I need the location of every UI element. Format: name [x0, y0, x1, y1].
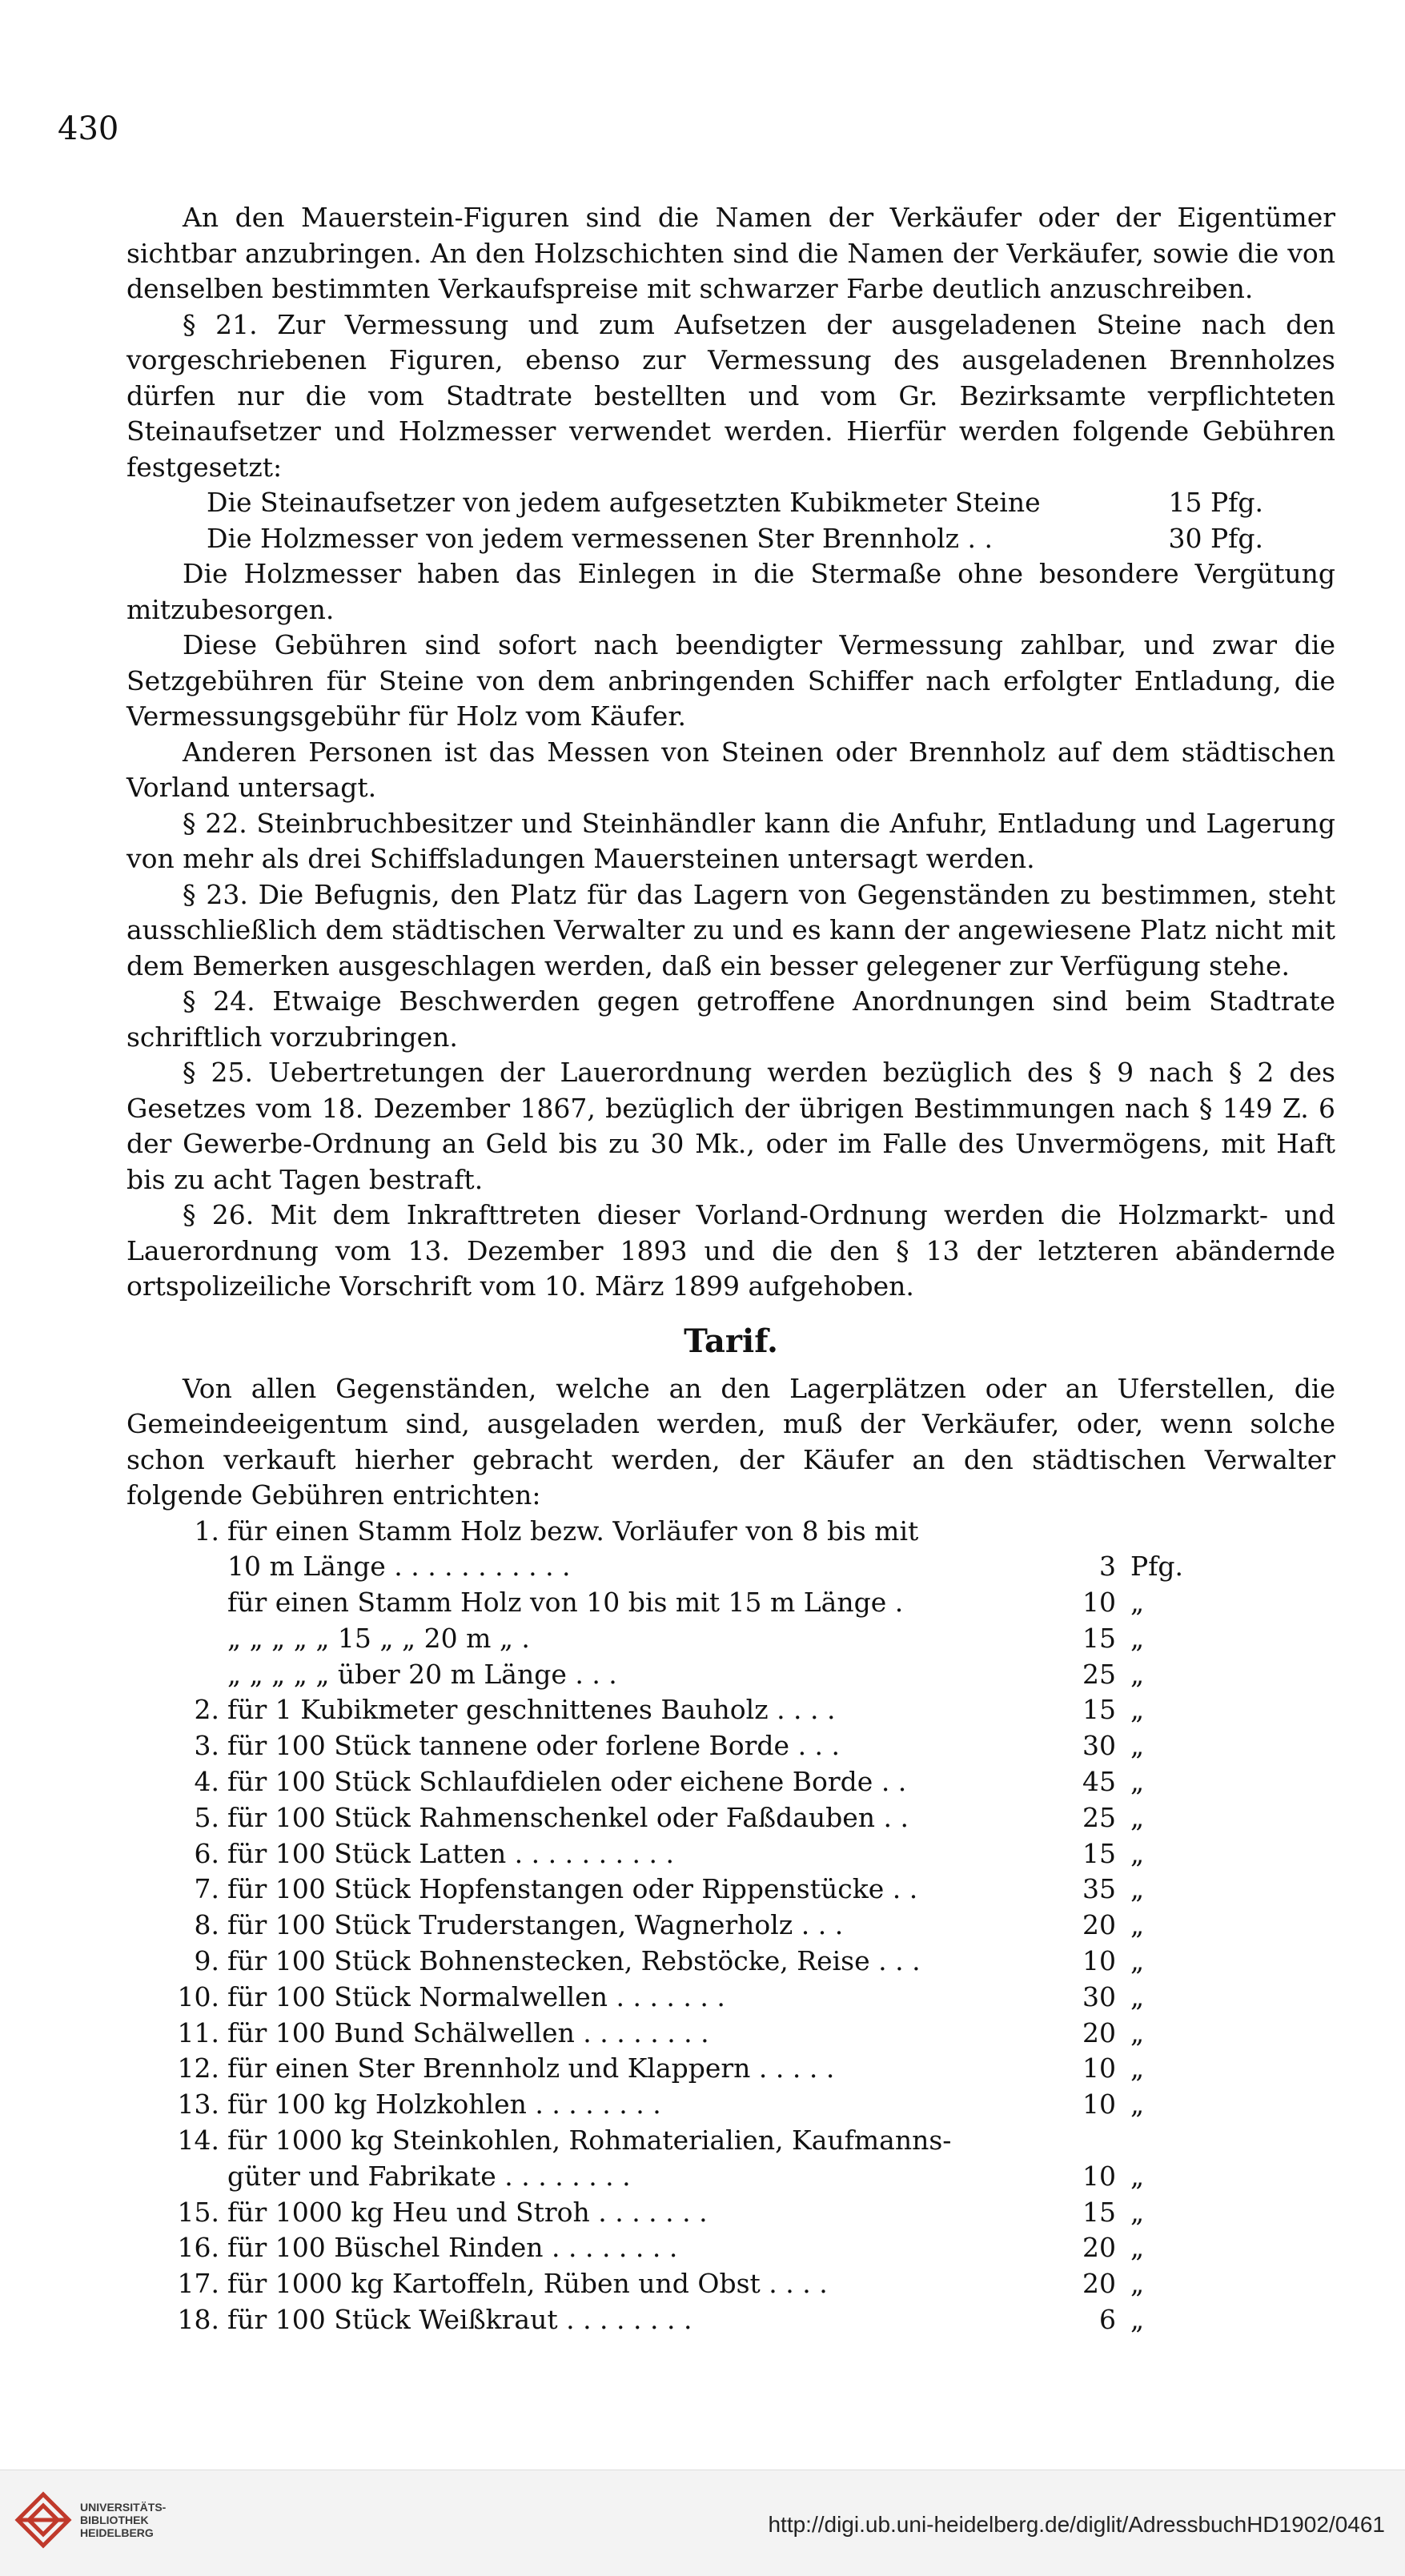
- tarif-row: [167, 1872, 1202, 1908]
- tarif-row: [167, 2159, 1202, 2195]
- tarif-row: [167, 1514, 1202, 1550]
- tarif-item-number: 1.: [194, 1515, 219, 1547]
- tarif-item-unit: „: [1130, 1622, 1145, 1654]
- tarif-item-fee: 35: [1082, 1873, 1116, 1905]
- tarif-item-unit: „: [1130, 1766, 1145, 1798]
- tarif-row: [167, 2051, 1202, 2087]
- tarif-item-unit: „: [1130, 2088, 1145, 2121]
- fee-label: Die Steinaufsetzer von jedem aufgesetzten Kubikmeter Steine: [207, 487, 1041, 518]
- tarif-item-number: [167, 2159, 227, 2195]
- tarif-item-fee: 10: [1082, 1945, 1116, 1977]
- tarif-item-unit: „: [1130, 2304, 1145, 2336]
- tarif-item-number: 9.: [194, 1945, 219, 1977]
- tarif-item-description: für 100 Stück Bohnenstecken, Rebstöcke, Reise . . .: [227, 1945, 921, 1977]
- tarif-item-description: für einen Stamm Holz von 10 bis mit 15 m Länge .: [227, 1587, 904, 1619]
- tarif-row: [167, 1800, 1202, 1836]
- source-url[interactable]: http://digi.ub.uni-heidelberg.de/diglit/AdressbuchHD1902/0461: [768, 2512, 1385, 2537]
- footer-bar: [0, 2470, 1405, 2576]
- tarif-intro: Von allen Gegenständen, welche an den Lagerplätzen oder an Uferstellen, die Gemeindeeigentum sind, ausgeladen werden, muß der Verkäufer, oder, wenn solche schon verkauft hierher gebracht werden, der Käufer an den städtischen Verwalter folgende Gebühren entrichten:: [126, 1372, 1335, 1511]
- tarif-item-description: für 100 Stück Hopfenstangen oder Rippenstücke . .: [227, 1873, 918, 1905]
- fee-item: [126, 521, 1335, 557]
- tarif-item-unit: [1116, 1514, 1202, 1550]
- tarif-row: [167, 1692, 1202, 1728]
- tarif-row: [167, 2087, 1202, 2123]
- fee-amount: 30 Pfg.: [1168, 522, 1263, 554]
- tarif-heading: Tarif.: [684, 1322, 778, 1360]
- tarif-item-fee: 15: [1082, 1622, 1116, 1654]
- tarif-item-number: [167, 1549, 227, 1585]
- tarif-item-description: für 100 Stück Weißkraut . . . . . . . .: [227, 2304, 692, 2336]
- tarif-item-fee: 3: [1099, 1551, 1116, 1583]
- tarif-item-unit: „: [1130, 1694, 1145, 1726]
- tarif-item-description: für 100 Stück Truderstangen, Wagnerholz . . .: [227, 1909, 844, 1941]
- tarif-item-unit: „: [1130, 2160, 1145, 2192]
- tarif-row: [167, 1908, 1202, 1944]
- paragraph: Anderen Personen ist das Messen von Steinen oder Brennholz auf dem städtischen Vorland untersagt.: [126, 736, 1335, 803]
- tarif-row: [167, 2302, 1202, 2338]
- tarif-item-description: für 100 Stück Rahmenschenkel oder Faßdauben . .: [227, 1801, 909, 1833]
- paragraph: § 21. Zur Vermessung und zum Aufsetzen der ausgeladenen Steine nach den vorgeschriebenen Figuren, ebenso zur Vermessung des ausgeladenen Brennholzes dürfen nur die vom Stadtrate bestellten und vom Gr. Bezirksamte verpflichteten Steinaufsetzer und Holzmesser verwendet werden. Hierfür werden folgende Gebühren festgesetzt:: [126, 308, 1335, 483]
- tarif-item-fee: 15: [1082, 1837, 1116, 1869]
- tarif-item-number: 12.: [177, 2052, 219, 2084]
- paragraph: § 22. Steinbruchbesitzer und Steinhändler kann die Anfuhr, Entladung und Lagerung von mehr als drei Schiffsladungen Mauersteinen untersagt werden.: [126, 807, 1335, 874]
- tarif-item-fee: 10: [1082, 1587, 1116, 1619]
- paragraph: An den Mauerstein-Figuren sind die Namen der Verkäufer oder der Eigentümer sichtbar anzubringen. An den Holzschichten sind die Namen der Verkäufer, sowie die von denselben bestimmten Verkaufspreise mit schwarzer Farbe deutlich anzuschreiben.: [126, 202, 1335, 304]
- tarif-item-description: für 100 Bund Schälwellen . . . . . . . .: [227, 2016, 709, 2048]
- tarif-row: [167, 1944, 1202, 1980]
- tarif-row: [167, 1585, 1202, 1621]
- tarif-item-description: „ „ „ „ „ über 20 m Länge . . .: [227, 1658, 617, 1690]
- tarif-row: [167, 1657, 1202, 1693]
- paragraph: § 24. Etwaige Beschwerden gegen getroffene Anordnungen sind beim Stadtrate schriftlich vorzubringen.: [126, 985, 1335, 1053]
- tarif-item-fee: 10: [1082, 2088, 1116, 2121]
- tarif-row: [167, 1764, 1202, 1800]
- tarif-item-fee: 25: [1082, 1801, 1116, 1833]
- tarif-item-fee: 25: [1082, 1658, 1116, 1690]
- tarif-item-fee: 10: [1082, 2160, 1116, 2192]
- tarif-item-number: [167, 1621, 227, 1657]
- tarif-item-unit: „: [1130, 2232, 1145, 2264]
- tarif-item-description: für 1000 kg Heu und Stroh . . . . . . .: [227, 2196, 708, 2228]
- paragraph: § 23. Die Befugnis, den Platz für das Lagern von Gegenständen zu bestimmen, steht ausschließlich dem städtischen Verwalter zu und es kann der angewiesene Platz nicht mit dem Bemerken ausgeschlagen werden, daß ein besser gelegener zur Verfügung stehe.: [126, 878, 1335, 981]
- tarif-item-fee: 20: [1082, 2016, 1116, 2048]
- tarif-row: [167, 1621, 1202, 1657]
- tarif-item-unit: „: [1130, 1730, 1145, 1762]
- tarif-item-description: für einen Ster Brennholz und Klappern . . . . .: [227, 2052, 835, 2084]
- tarif-item-fee: 10: [1082, 2052, 1116, 2084]
- tarif-row: [167, 2195, 1202, 2231]
- tarif-item-fee: 30: [1082, 1980, 1116, 2012]
- tarif-item-fee: 20: [1082, 2268, 1116, 2300]
- tarif-item-fee: 20: [1082, 1909, 1116, 1941]
- paragraph: Diese Gebühren sind sofort nach beendigter Vermessung zahlbar, und zwar die Setzgebühren für Steine von dem anbringenden Schiffer nach erfolgter Entladung, die Vermessungsgebühr für Holz vom Käufer.: [126, 629, 1335, 732]
- tarif-item-description: für 100 Stück Latten . . . . . . . . . .: [227, 1837, 674, 1869]
- fee-label: Die Holzmesser von jedem vermessenen Ster Brennholz . .: [207, 522, 993, 554]
- tarif-item-fee: 15: [1082, 1694, 1116, 1726]
- tarif-item-unit: „: [1130, 2052, 1145, 2084]
- tarif-item-number: 2.: [194, 1694, 219, 1726]
- tarif-row: [167, 1549, 1202, 1585]
- tarif-item-description: für 1 Kubikmeter geschnittenes Bauholz . . . .: [227, 1694, 836, 1726]
- tarif-item-number: [167, 1585, 227, 1621]
- tarif-row: [167, 2230, 1202, 2266]
- tarif-item-description: für 100 kg Holzkohlen . . . . . . . .: [227, 2088, 661, 2121]
- tarif-item-number: 6.: [194, 1837, 219, 1869]
- tarif-table: [167, 1514, 1202, 2338]
- tarif-row: [167, 1980, 1202, 2016]
- tarif-item-unit: „: [1130, 2196, 1145, 2228]
- tarif-item-number: 18.: [177, 2304, 219, 2336]
- tarif-item-number: 10.: [177, 1980, 219, 2012]
- tarif-item-number: 13.: [177, 2088, 219, 2121]
- tarif-item-unit: „: [1130, 1837, 1145, 1869]
- tarif-item-unit: „: [1130, 2268, 1145, 2300]
- tarif-item-unit: [1116, 2123, 1202, 2159]
- tarif-item-number: 8.: [194, 1909, 219, 1941]
- tarif-row: [167, 2123, 1202, 2159]
- tarif-item-unit: „: [1130, 1587, 1145, 1619]
- tarif-row: [167, 1836, 1202, 1872]
- tarif-item-number: [167, 1657, 227, 1693]
- tarif-item-fee: [1060, 1514, 1116, 1550]
- tarif-item-unit: „: [1130, 1909, 1145, 1941]
- page-content: [126, 200, 1335, 2338]
- tarif-item-description: für 1000 kg Kartoffeln, Rüben und Obst . . . .: [227, 2268, 828, 2300]
- tarif-item-fee: 20: [1082, 2232, 1116, 2264]
- tarif-item-number: 7.: [194, 1873, 219, 1905]
- tarif-item-unit: „: [1130, 2016, 1145, 2048]
- fee-list: [126, 485, 1335, 556]
- tarif-item-number: 14.: [177, 2125, 219, 2157]
- tarif-item-unit: „: [1130, 1658, 1145, 1690]
- tarif-item-description: „ „ „ „ „ 15 „ „ 20 m „ .: [227, 1622, 530, 1654]
- paragraph: § 26. Mit dem Inkrafttreten dieser Vorland-Ordnung werden die Holzmarkt- und Lauerordnung vom 13. Dezember 1893 und die den § 13 der letzteren abändernde ortspolizeiliche Vorschrift vom 10. März 1899 aufgehoben.: [126, 1199, 1335, 1302]
- tarif-item-description: für 100 Büschel Rinden . . . . . . . .: [227, 2232, 678, 2264]
- library-logo-text: UNIVERSITÄTS- BIBLIOTHEK HEIDELBERG: [80, 2501, 167, 2539]
- tarif-item-number: 5.: [194, 1801, 219, 1833]
- tarif-item-number: 17.: [177, 2268, 219, 2300]
- tarif-item-number: 16.: [177, 2232, 219, 2264]
- tarif-item-description: güter und Fabrikate . . . . . . . .: [227, 2160, 631, 2192]
- tarif-item-number: 15.: [177, 2196, 219, 2228]
- tarif-item-unit: „: [1130, 1945, 1145, 1977]
- tarif-item-description: für 100 Stück Schlaufdielen oder eichene Borde . .: [227, 1766, 907, 1798]
- tarif-item-unit: „: [1130, 1801, 1145, 1833]
- tarif-row: [167, 2016, 1202, 2052]
- tarif-item-fee: [1060, 2123, 1116, 2159]
- tarif-item-description: für einen Stamm Holz bezw. Vorläufer von 8 bis mit: [227, 1515, 919, 1547]
- tarif-item-unit: „: [1130, 1980, 1145, 2012]
- page-number: 430: [58, 110, 119, 147]
- tarif-item-description: für 100 Stück tannene oder forlene Borde . . .: [227, 1730, 841, 1762]
- fee-item: [126, 485, 1335, 521]
- paragraph: Die Holzmesser haben das Einlegen in die Stermaße ohne besondere Vergütung mitzubesorgen.: [126, 558, 1335, 625]
- fee-amount: 15 Pfg.: [1168, 487, 1263, 518]
- tarif-item-description: für 100 Stück Normalwellen . . . . . . .: [227, 1980, 725, 2012]
- tarif-item-number: 4.: [194, 1766, 219, 1798]
- tarif-item-description: für 1000 kg Steinkohlen, Rohmaterialien, Kaufmanns-: [227, 2125, 952, 2157]
- university-seal-icon: [11, 2488, 75, 2552]
- paragraph: § 25. Uebertretungen der Lauerordnung werden bezüglich des § 9 nach § 2 des Gesetzes vom 18. Dezember 1867, bezüglich der übrigen Bestimmungen nach § 149 Z. 6 der Gewerbe-Ordnung an Geld bis zu 30 Mk., oder im Falle des Unvermögens, mit Haft bis zu acht Tagen bestraft.: [126, 1057, 1335, 1195]
- tarif-row: [167, 2266, 1202, 2302]
- tarif-row: [167, 1728, 1202, 1764]
- tarif-item-unit: Pfg.: [1130, 1551, 1184, 1583]
- tarif-item-number: 11.: [177, 2016, 219, 2048]
- tarif-item-number: 3.: [194, 1730, 219, 1762]
- tarif-item-unit: „: [1130, 1873, 1145, 1905]
- tarif-item-fee: 30: [1082, 1730, 1116, 1762]
- tarif-item-fee: 15: [1082, 2196, 1116, 2228]
- tarif-item-description: 10 m Länge . . . . . . . . . . .: [227, 1551, 571, 1583]
- tarif-item-fee: 45: [1082, 1766, 1116, 1798]
- tarif-item-fee: 6: [1099, 2304, 1116, 2336]
